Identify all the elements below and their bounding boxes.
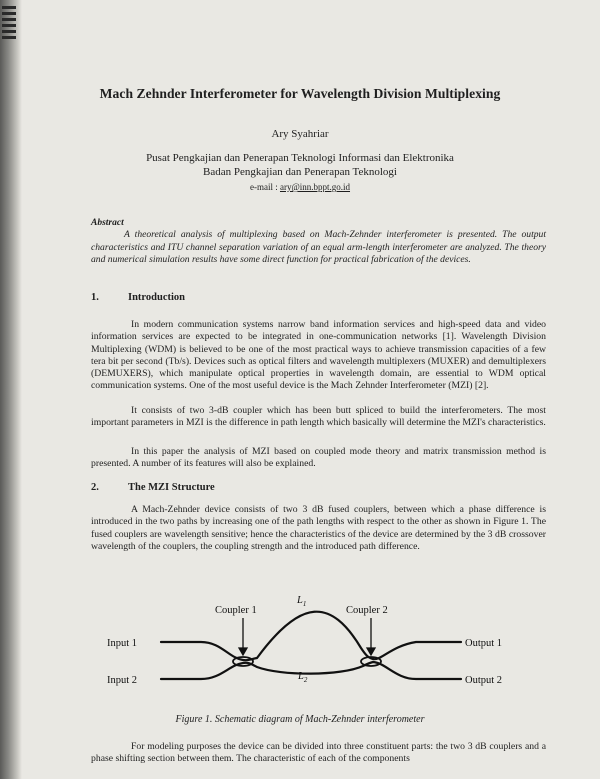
- coupler-2-label: Coupler 2: [346, 605, 388, 616]
- section-1-number: 1.: [91, 292, 99, 303]
- upper-waveguide: [161, 612, 461, 661]
- author-name: Ary Syahriar: [271, 128, 329, 140]
- section-1-title: Introduction: [128, 292, 185, 303]
- email-link[interactable]: ary@inn.bppt.go.id: [279, 182, 351, 192]
- coupler-1-junction: [233, 657, 253, 666]
- output-1-label: Output 1: [465, 638, 503, 649]
- intro-paragraph-1: In modern communication systems narrow band information services and high-speed data and video information services are expected to be integrated in one-communication networks [1]. Wavelength Division Multiplexing (WDM) is believed to be one of the most practical ways to achieve transmission capacities of a few tera bit per second (Tb/s). Devices such as optical filters and wavelength multiplexers (MUXER) and demultiplexers (DEMUXERS), which manipulate optical properties in wavelength domain, are essential to WDM optical communication systems. One of the most useful device is the Mach Zehnder Interferometer (MZI) [2].: [91, 319, 546, 392]
- mzi-paragraph: A Mach-Zehnder device consists of two 3 dB fused couplers, between which a phase difference is introduced in the two paths by increasing one of the path lengths with respect to the other as shown in Figure 1. The fused couplers are wavelength sensitive; hence the characteristics of the device are determined by the 3 dB crossover wavelength of the couplers, the coupling strength and the introduced path difference.: [91, 504, 546, 552]
- path-l1-subscript: 1: [302, 600, 307, 608]
- path-l1-letter: L: [297, 595, 303, 606]
- path-l2-letter: L: [298, 671, 304, 682]
- coupler-1-arrowhead: [239, 648, 247, 655]
- lower-waveguide: [161, 662, 461, 679]
- path-l1-label: [296, 595, 306, 608]
- section-2-title: The MZI Structure: [128, 482, 215, 493]
- affiliation-line-2: Badan Pengkajian dan Penerapan Teknologi: [203, 166, 397, 178]
- affiliation-line-1: Pusat Pengkajian dan Penerapan Teknologi Informasi dan Elektronika: [146, 152, 454, 164]
- modeling-paragraph: For modeling purposes the device can be divided into three constituent parts: the two 3 dB couplers and a phase shifting section between them. The characteristic of each of the components: [91, 741, 546, 765]
- paper-title: Mach Zehnder Interferometer for Wavelength Division Multiplexing: [99, 86, 501, 101]
- coupler-1-label: Coupler 1: [215, 605, 257, 616]
- input-1-label: Input 1: [107, 638, 138, 649]
- figure-1-caption: Figure 1. Schematic diagram of Mach-Zehnder interferometer: [175, 714, 425, 725]
- intro-paragraph-3: In this paper the analysis of MZI based on coupled mode theory and matrix transmission method is presented. A number of its features will also be explained.: [91, 446, 546, 470]
- email-label: e-mail :: [249, 182, 280, 192]
- abstract-text: A theoretical analysis of multiplexing based on Mach-Zehnder interferometer is presented. The output characteristics and ITU channel separation variation of an equal arm-length interferometer are analyzed. The theory and numerical simulation results have some direct function for practical fabrication of the devices.: [91, 229, 546, 266]
- intro-paragraph-2: It consists of two 3-dB coupler which has been butt spliced to build the interferometers. The most important parameters in MZI is the difference in path length which basically will determine the MZI's characteristics.: [91, 405, 546, 429]
- email-line: [0, 182, 600, 192]
- coupler-2-arrowhead: [367, 648, 375, 655]
- input-2-label: Input 2: [107, 675, 138, 686]
- path-l2-subscript: 2: [303, 676, 308, 684]
- mzi-diagram: [91, 588, 511, 698]
- section-2-number: 2.: [91, 482, 99, 493]
- abstract-heading: Abstract: [91, 218, 124, 228]
- output-2-label: Output 2: [465, 675, 503, 686]
